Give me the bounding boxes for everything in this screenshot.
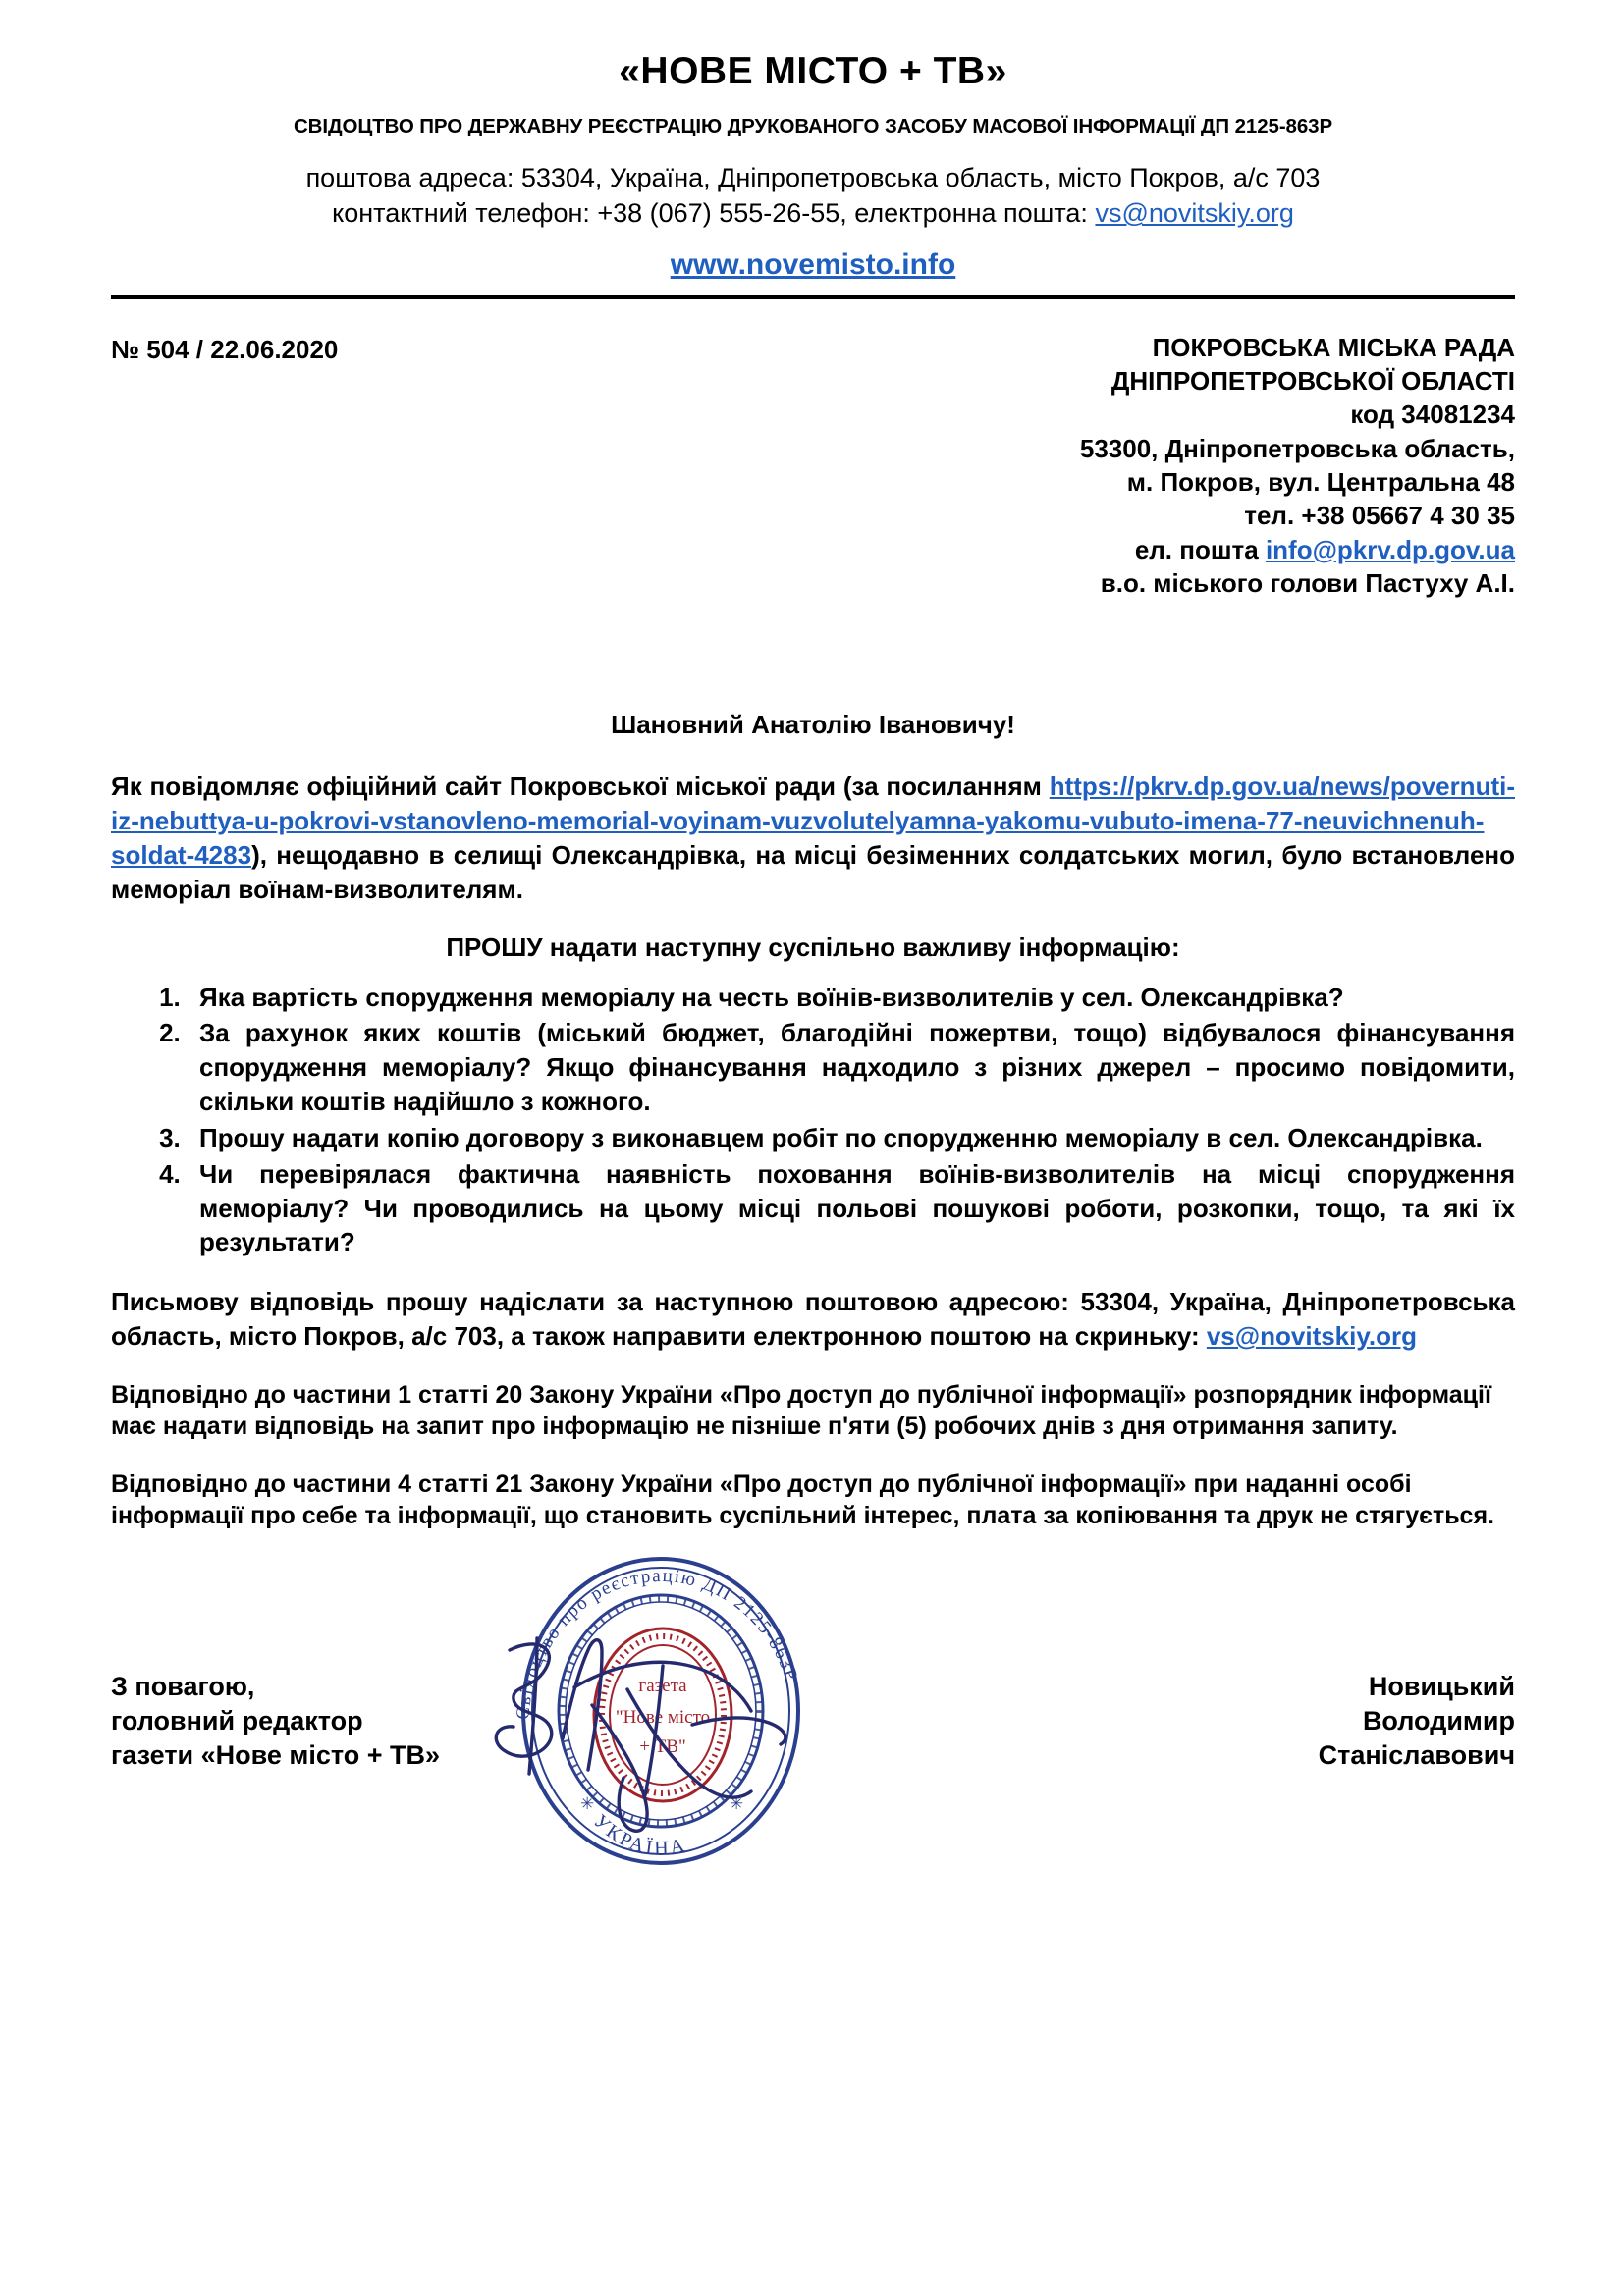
reply-instructions-text: Письмову відповідь прошу надіслати за наступною поштовою адресою: 53304, Україна, Дніпропетровська область, місто Покров, а/с 703, а також направити електронною поштою на скриньку: xyxy=(111,1287,1515,1352)
contact-phone-text: контактний телефон: +38 (067) 555-26-55, електронна пошта: xyxy=(332,198,1096,229)
signer-surname: Новицький xyxy=(1368,1671,1515,1701)
document-number: № 504 / 22.06.2020 xyxy=(111,334,339,364)
website-link[interactable]: www.novemisto.info xyxy=(670,247,956,281)
registration-certificate-line: СВІДОЦТВО ПРО ДЕРЖАВНУ РЕЄСТРАЦІЮ ДРУКОВАНОГО ЗАСОБУ МАСОВОЇ ІНФОРМАЦІЇ ДП 2125-863Р xyxy=(293,114,1333,137)
recipient-official: в.о. міського голови Пастуху А.І. xyxy=(1100,567,1515,598)
stamp-inner-line-3: + ТВ" xyxy=(639,1735,686,1757)
recipient-address-region: 53300, Дніпропетровська область, xyxy=(1079,433,1515,463)
greeting: Шановний Анатолію Івановичу! xyxy=(611,710,1015,740)
intro-text-after-link: ), нещодавно в селищі Олександрівка, на місці безіменних солдатських могил, було встановлено меморіал воїнам-визволителям. xyxy=(111,839,1515,904)
question-item: 1. Яка вартість спорудження меморіалу на честь воїнів-визволителів у сел. Олександрівка? xyxy=(188,981,1515,1015)
signature-right xyxy=(1319,1670,1515,1773)
signature-regards: З повагою, xyxy=(111,1671,255,1701)
recipient-email-line xyxy=(1080,533,1515,566)
document-content xyxy=(111,0,1515,1860)
reply-instructions-paragraph xyxy=(111,1285,1515,1354)
recipient-org-line-2: ДНІПРОПЕТРОВСЬКОЇ ОБЛАСТІ xyxy=(1110,366,1515,397)
question-item: 2. За рахунок яких коштів (міський бюджет, благодійні пожертви, тощо) відбувалося фінансування спорудження меморіалу? Якщо фінансування надходило з різних джерел – просимо повідомити, скільки коштів надійшло з кожного. xyxy=(188,1016,1515,1118)
website-line xyxy=(111,248,1515,282)
recipient-email-prefix: ел. пошта xyxy=(1134,534,1266,564)
question-item: 4. Чи перевірялася фактична наявність поховання воїнів-визволителів на місці спорудження меморіалу? Чи проводились на цьому місці польові пошукові роботи, розкопки, тощо, та які їх результати? xyxy=(188,1157,1515,1259)
recipient-phone: тел. +38 05667 4 30 35 xyxy=(1244,501,1515,531)
stamp-inner-line-2: "Нове місто xyxy=(615,1706,711,1728)
intro-paragraph xyxy=(111,770,1515,906)
stamp-inner-line-1: газета xyxy=(638,1675,687,1696)
stamp-outer-text: Свідоцтво про реєстрацію ДП 2125-863Р xyxy=(513,1565,802,1721)
recipient-email-link[interactable]: info@pkrv.dp.gov.ua xyxy=(1265,534,1515,564)
intro-text-before-link: Як повідомляє офіційний сайт Покровської міської ради (за посиланням xyxy=(111,772,1050,802)
letterhead-address xyxy=(111,160,1515,232)
signature-organization: газети «Нове місто + ТВ» xyxy=(111,1740,441,1771)
recipient-address-street: м. Покров, вул. Центральна 48 xyxy=(1126,467,1515,498)
question-item: 3. Прошу надати копію договору з виконавцем робіт по спорудженню меморіалу в сел. Олександрівка. xyxy=(188,1121,1515,1155)
stamp-star-right: ✳ xyxy=(730,1793,744,1813)
questions-list xyxy=(111,981,1515,1260)
signer-firstname: Володимир xyxy=(1362,1705,1515,1735)
reply-email-link[interactable]: vs@novitskiy.org xyxy=(1206,1321,1418,1352)
meta-row xyxy=(111,331,1515,601)
signature-left xyxy=(111,1670,440,1773)
recipient-block xyxy=(1080,331,1515,601)
recipient-code: код 34081234 xyxy=(1350,400,1515,430)
official-stamp xyxy=(435,1542,985,1866)
newspaper-title: «НОВЕ МІСТО + ТВ» xyxy=(619,50,1007,92)
contact-line xyxy=(111,195,1515,231)
law-paragraph-1: Відповідно до частини 1 статті 20 Закону України «Про доступ до публічної інформації» розпорядник інформації має надати відповідь на запит про інформацію не пізніше п'яти (5) робочих днів з дня отримання запиту. xyxy=(111,1380,1492,1441)
recipient-org-line-1: ПОКРОВСЬКА МІСЬКА РАДА xyxy=(1152,332,1515,362)
stamp-bottom-text: УКРАЇНА xyxy=(589,1810,690,1860)
request-heading-emphasis: ПРОШУ xyxy=(446,932,543,962)
postal-address-line: поштова адреса: 53304, Україна, Дніпропетровська область, місто Покров, а/с 703 xyxy=(305,162,1321,192)
request-heading xyxy=(111,933,1515,963)
letterhead-email-link[interactable]: vs@novitskiy.org xyxy=(1095,198,1294,229)
stamp-star-left: ✳ xyxy=(580,1793,595,1813)
svg-text:Свідоцтво про реєстрацію ДП 21 xyxy=(513,1566,801,1721)
letterhead xyxy=(111,51,1515,299)
request-heading-rest: надати наступну суспільно важливу інформацію: xyxy=(542,932,1180,962)
signer-patronymic: Станіславович xyxy=(1318,1740,1515,1771)
law-paragraph-2: Відповідно до частини 4 статті 21 Закону України «Про доступ до публічної інформації» при наданні особі інформації про себе та інформації, що становить суспільний інтерес, плата за копіювання та друк не стягується. xyxy=(111,1469,1494,1530)
news-article-link[interactable]: https://pkrv.dp.gov.ua/news/povernuti-iz-nebuttya-u-pokrovi-vstanovleno-memorial-voyinam-vuzvolutelyamna-yakomu-vubuto-imena-77-neuvichnenuh-soldat-4283 xyxy=(111,772,1515,870)
signature-role: головний редактор xyxy=(111,1705,363,1735)
signature-block xyxy=(111,1565,1515,1860)
letterhead-divider xyxy=(111,295,1515,299)
